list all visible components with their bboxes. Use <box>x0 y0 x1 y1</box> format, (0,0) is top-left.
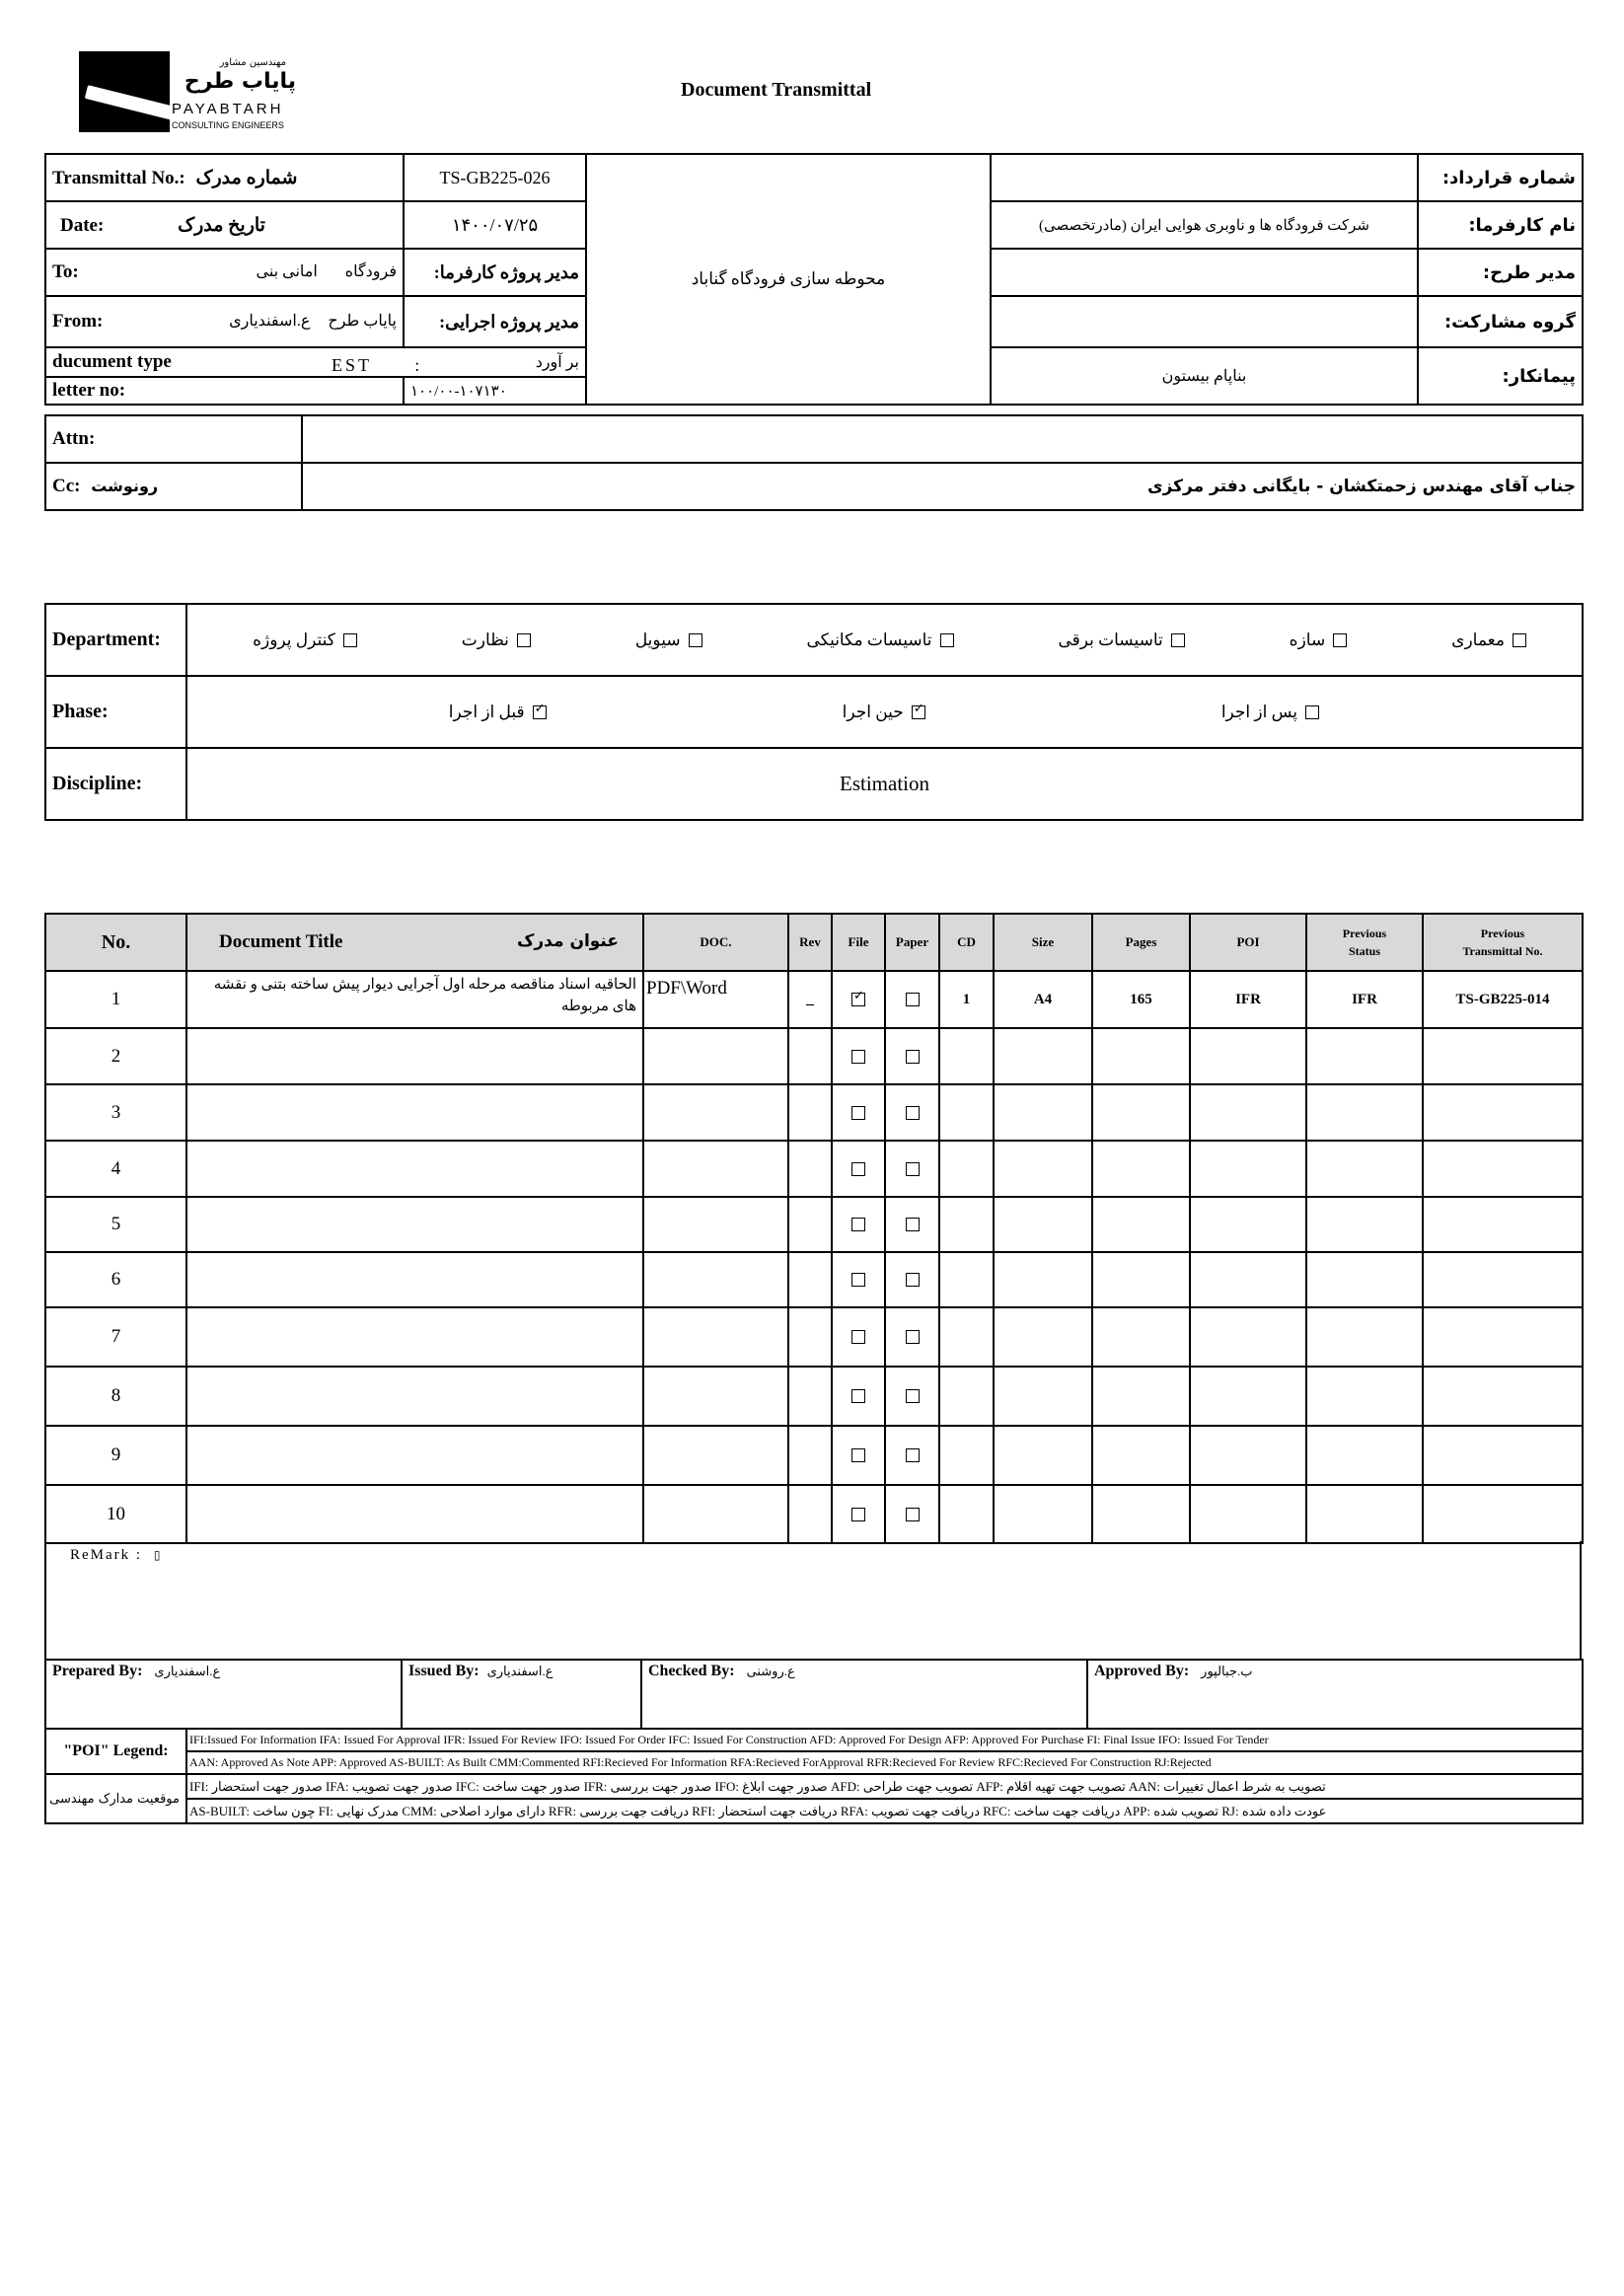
row-poi <box>1190 1307 1306 1367</box>
row-cd <box>939 1197 994 1252</box>
col-no: No. <box>45 914 186 971</box>
paper-checkbox[interactable] <box>906 1389 920 1403</box>
row-title <box>186 1141 643 1197</box>
row-prev-status <box>1306 1426 1423 1485</box>
row-doc <box>643 1485 788 1543</box>
checked-by: Checked By: ع.روشنی <box>641 1660 1087 1729</box>
department-checkbox[interactable] <box>343 633 357 647</box>
row-prev-transmittal <box>1423 1197 1583 1252</box>
attn-value <box>302 415 1583 463</box>
file-checkbox[interactable] <box>851 1448 865 1462</box>
file-checkbox[interactable] <box>851 1162 865 1176</box>
issued-by: Issued By: ع.اسفندیاری <box>402 1660 641 1729</box>
row-size <box>994 1028 1092 1084</box>
row-pages <box>1092 1307 1190 1367</box>
row-no: 1 <box>45 971 186 1028</box>
row-file <box>832 1367 885 1426</box>
row-pages <box>1092 1028 1190 1084</box>
table-row <box>45 1426 1583 1485</box>
row-pages <box>1092 1252 1190 1307</box>
exec-pm-label: مدیر پروژه اجرایی: <box>404 296 586 347</box>
paper-checkbox[interactable] <box>906 1330 920 1344</box>
department-option-label: سیویل <box>634 630 681 649</box>
row-doc <box>643 1252 788 1307</box>
discipline-label: Discipline: <box>45 748 186 820</box>
paper-checkbox[interactable] <box>906 1218 920 1231</box>
row-cd <box>939 1028 994 1084</box>
department-option-label: معماری <box>1451 630 1505 649</box>
contractor-value: بناپام بیستون <box>991 347 1418 405</box>
row-prev-status: IFR <box>1306 971 1423 1028</box>
row-size <box>994 1197 1092 1252</box>
approved-by: Approved By: ب.جبالپور <box>1087 1660 1583 1729</box>
row-prev-transmittal <box>1423 1367 1583 1426</box>
row-size <box>994 1084 1092 1141</box>
row-cd: 1 <box>939 971 994 1028</box>
row-file <box>832 1197 885 1252</box>
department-option <box>462 630 531 650</box>
row-file <box>832 1084 885 1141</box>
row-poi <box>1190 1141 1306 1197</box>
row-prev-status <box>1306 1028 1423 1084</box>
row-prev-status <box>1306 1307 1423 1367</box>
table-row <box>45 1197 1583 1252</box>
row-title <box>186 1307 643 1367</box>
phase-checkbox[interactable] <box>1305 705 1319 719</box>
table-row <box>45 1367 1583 1426</box>
department-option-label: تاسیسات برقی <box>1058 630 1163 649</box>
row-file <box>832 971 885 1028</box>
paper-checkbox[interactable] <box>906 1050 920 1064</box>
col-paper: Paper <box>885 914 939 971</box>
col-file: File <box>832 914 885 971</box>
row-file <box>832 1307 885 1367</box>
department-checkbox[interactable] <box>1333 633 1347 647</box>
paper-checkbox[interactable] <box>906 1162 920 1176</box>
department-option <box>635 630 702 650</box>
row-poi <box>1190 1084 1306 1141</box>
row-rev <box>788 1252 832 1307</box>
partner-label: گروه مشارکت: <box>1418 296 1583 347</box>
row-title <box>186 1426 643 1485</box>
row-no: 2 <box>45 1028 186 1084</box>
department-option <box>1058 630 1184 650</box>
file-checkbox[interactable] <box>851 1330 865 1344</box>
paper-checkbox[interactable] <box>906 1448 920 1462</box>
paper-checkbox[interactable] <box>906 1273 920 1287</box>
file-checkbox[interactable] <box>851 1218 865 1231</box>
row-prev-transmittal <box>1423 1485 1583 1543</box>
poi-legend-label: "POI" Legend: <box>45 1729 186 1774</box>
table-row <box>45 1252 1583 1307</box>
row-prev-status <box>1306 1197 1423 1252</box>
row-doc <box>643 1307 788 1367</box>
logo-en-big: PAYABTARH <box>172 101 284 117</box>
remark-label: ReMark : ▯ <box>70 1547 163 1563</box>
row-no: 8 <box>45 1367 186 1426</box>
from-row: From: پایاب طرح ع.اسفندیاری <box>45 296 404 347</box>
row-title <box>186 1197 643 1252</box>
col-title: Document Title عنوان مدرک <box>186 914 643 971</box>
row-no: 7 <box>45 1307 186 1367</box>
department-option <box>807 630 954 650</box>
phase-options <box>186 676 1583 748</box>
row-paper <box>885 1252 939 1307</box>
project-name: محوطه سازی فرودگاه گناباد <box>586 154 991 405</box>
letter-no-value: ۱۰۰/۰۰-۱۰۷۱۳۰ <box>404 377 586 405</box>
row-prev-status <box>1306 1252 1423 1307</box>
table-row <box>45 1028 1583 1084</box>
row-prev-transmittal <box>1423 1084 1583 1141</box>
fa-legend-label: موقعیت مدارک مهندسی <box>45 1774 186 1823</box>
row-prev-status <box>1306 1141 1423 1197</box>
date-value: ۱۴۰۰/۰۷/۲۵ <box>404 201 586 249</box>
col-prev-status: Previous Status <box>1306 914 1423 971</box>
department-option <box>1451 630 1526 650</box>
client-pm-label: مدیر پروژه کارفرما: <box>404 249 586 296</box>
logo-en-small: CONSULTING ENGINEERS <box>172 120 284 130</box>
department-option-label: سازه <box>1289 630 1326 649</box>
cc-label: Cc: رونوشت <box>45 463 302 510</box>
row-file <box>832 1252 885 1307</box>
file-checkbox[interactable] <box>851 993 865 1006</box>
row-poi <box>1190 1028 1306 1084</box>
row-file <box>832 1426 885 1485</box>
row-no: 5 <box>45 1197 186 1252</box>
logo-fa-small: مهندسین مشاور <box>219 57 286 68</box>
row-prev-transmittal <box>1423 1252 1583 1307</box>
col-doc: DOC. <box>643 914 788 971</box>
doc-type-value: بر آورد <box>404 347 586 377</box>
transmittal-no-label: Transmittal No.: شماره مدرک <box>45 154 404 201</box>
row-poi <box>1190 1426 1306 1485</box>
department-label: Department: <box>45 604 186 676</box>
department-options <box>186 604 1583 676</box>
file-checkbox[interactable] <box>851 1273 865 1287</box>
row-title: الحاقیه اسناد مناقصه مرحله اول آجرایی دیوار پیش ساخته بتنی و نقشه های مربوطه <box>186 971 643 1028</box>
table-row <box>45 1485 1583 1543</box>
attn-cc-table <box>44 414 1584 511</box>
row-doc <box>643 1367 788 1426</box>
phase-option <box>449 703 547 722</box>
row-prev-transmittal: TS-GB225-014 <box>1423 971 1583 1028</box>
row-doc: PDF\Word <box>643 971 788 1028</box>
row-poi <box>1190 1197 1306 1252</box>
row-size <box>994 1307 1092 1367</box>
logo-mark <box>79 51 170 132</box>
row-pages <box>1092 1141 1190 1197</box>
row-doc <box>643 1141 788 1197</box>
row-cd <box>939 1084 994 1141</box>
row-file <box>832 1485 885 1543</box>
row-pages <box>1092 1426 1190 1485</box>
row-cd <box>939 1252 994 1307</box>
row-no: 10 <box>45 1485 186 1543</box>
row-paper <box>885 1141 939 1197</box>
table-row <box>45 971 1583 1028</box>
table-row <box>45 1084 1583 1141</box>
row-prev-transmittal <box>1423 1141 1583 1197</box>
row-paper <box>885 971 939 1028</box>
row-prev-status <box>1306 1485 1423 1543</box>
phase-checkbox[interactable] <box>533 705 547 719</box>
row-file <box>832 1028 885 1084</box>
row-paper <box>885 1426 939 1485</box>
row-size <box>994 1426 1092 1485</box>
fa-legend-line-1: IFI: صدور جهت استحضار IFA: صدور جهت تصویب IFC: صدور جهت ساخت IFR: صدور جهت بررسی IFO: صدور جهت ابلاغ AFD: تصویب جهت طراحی AFP: تصویب جهت تهیه اقلام AAN: تصویب به شرط اعمال تغییرات <box>186 1774 1583 1799</box>
row-prev-transmittal <box>1423 1307 1583 1367</box>
department-option-label: تاسیسات مکانیکی <box>806 630 932 649</box>
department-option <box>253 630 357 650</box>
documents-header-row <box>45 914 1583 971</box>
phase-option-label: قبل از اجرا <box>448 702 525 721</box>
row-cd <box>939 1485 994 1543</box>
row-title <box>186 1485 643 1543</box>
row-doc <box>643 1028 788 1084</box>
department-checkbox[interactable] <box>1513 633 1526 647</box>
row-paper <box>885 1367 939 1426</box>
logo-fa-big: پایاب طرح <box>184 69 296 94</box>
row-no: 9 <box>45 1426 186 1485</box>
department-option-label: نظارت <box>461 630 509 649</box>
col-pages: Pages <box>1092 914 1190 971</box>
row-paper <box>885 1307 939 1367</box>
classification-table <box>44 603 1584 821</box>
row-no: 6 <box>45 1252 186 1307</box>
col-rev: Rev <box>788 914 832 971</box>
row-no: 4 <box>45 1141 186 1197</box>
file-checkbox[interactable] <box>851 1389 865 1403</box>
remark-box <box>44 1541 1582 1661</box>
row-prev-status <box>1306 1367 1423 1426</box>
file-checkbox[interactable] <box>851 1106 865 1120</box>
row-poi: IFR <box>1190 971 1306 1028</box>
poi-legend-line-1: IFI:Issued For Information IFA: Issued For Approval IFR: Issued For Review IFO: Issued For Order IFC: Issued For Construction AFD: Approved For Design AFP: Approved For Purchase FI: Final Issue IFO: Issued For Tender <box>186 1729 1583 1751</box>
row-rev <box>788 1367 832 1426</box>
poi-legend-line-2: AAN: Approved As Note APP: Approved AS-BUILT: As Built CMM:Commented RFI:Recieved For Information RFA:Recieved ForApproval RFR:Recieved For Review RFC:Recieved For Construction RJ:Rejected <box>186 1751 1583 1774</box>
col-prev-transmittal: Previous Transmittal No. <box>1423 914 1583 971</box>
contract-no-label: شماره قرارداد: <box>1418 154 1583 201</box>
row-cd <box>939 1307 994 1367</box>
row-doc <box>643 1426 788 1485</box>
department-checkbox[interactable] <box>689 633 702 647</box>
fa-legend-line-2: AS-BUILT: چون ساخت FI: مدرک نهایی CMM: دارای موارد اصلاحی RFR: دریافت جهت بررسی RFI: دریافت جهت استحضار RFA: دریافت جهت تصویب RFC: دریافت جهت ساخت APP: تصویب شده RJ: عودت داده شده <box>186 1799 1583 1823</box>
col-poi: POI <box>1190 914 1306 971</box>
col-cd: CD <box>939 914 994 971</box>
row-rev: _ <box>788 971 832 1028</box>
row-prev-status <box>1306 1084 1423 1141</box>
row-poi <box>1190 1252 1306 1307</box>
file-checkbox[interactable] <box>851 1050 865 1064</box>
row-rev <box>788 1141 832 1197</box>
row-rev <box>788 1084 832 1141</box>
doc-type-label: ducument type <box>45 347 404 377</box>
department-option-label: کنترل پروژه <box>253 630 335 649</box>
paper-checkbox[interactable] <box>906 1106 920 1120</box>
partner-value <box>991 296 1418 347</box>
row-paper <box>885 1197 939 1252</box>
row-doc <box>643 1197 788 1252</box>
phase-label: Phase: <box>45 676 186 748</box>
row-file <box>832 1141 885 1197</box>
row-size <box>994 1252 1092 1307</box>
row-prev-transmittal <box>1423 1028 1583 1084</box>
row-paper <box>885 1084 939 1141</box>
row-rev <box>788 1426 832 1485</box>
design-manager-label: مدیر طرح: <box>1418 249 1583 296</box>
legend-table <box>44 1728 1584 1824</box>
row-rev <box>788 1485 832 1543</box>
row-pages <box>1092 1084 1190 1141</box>
row-pages <box>1092 1197 1190 1252</box>
discipline-value: Estimation <box>186 748 1583 820</box>
row-rev <box>788 1197 832 1252</box>
row-poi <box>1190 1367 1306 1426</box>
doc-type-code: EST : <box>332 355 423 375</box>
phase-option <box>1221 703 1319 722</box>
row-cd <box>939 1367 994 1426</box>
row-rev <box>788 1028 832 1084</box>
row-paper <box>885 1485 939 1543</box>
row-title <box>186 1252 643 1307</box>
department-checkbox[interactable] <box>517 633 531 647</box>
phase-option-label: حین اجرا <box>842 702 904 721</box>
row-size <box>994 1367 1092 1426</box>
row-doc <box>643 1084 788 1141</box>
phase-checkbox[interactable] <box>912 705 925 719</box>
date-label: Date: تاریخ مدرک <box>45 201 404 249</box>
prepared-by: Prepared By: ع.اسفندیاری <box>45 1660 402 1729</box>
department-option <box>1290 630 1348 650</box>
cc-value: جناب آقای مهندس زحمتکشان - بایگانی دفتر مرکزی <box>302 463 1583 510</box>
phase-option-label: پس از اجرا <box>1220 702 1297 721</box>
to-row: To: فرودگاه امانی بنی <box>45 249 404 296</box>
row-size: A4 <box>994 971 1092 1028</box>
row-no: 3 <box>45 1084 186 1141</box>
contract-no-value <box>991 154 1418 201</box>
row-rev <box>788 1307 832 1367</box>
col-size: Size <box>994 914 1092 971</box>
logo <box>79 51 306 136</box>
contractor-label: پیمانکار: <box>1418 347 1583 405</box>
info-table <box>44 153 1584 406</box>
file-checkbox[interactable] <box>851 1508 865 1521</box>
row-title <box>186 1367 643 1426</box>
employer-value: شرکت فرودگاه ها و ناوبری هوایی ایران (مادرتخصصی) <box>991 201 1418 249</box>
paper-checkbox[interactable] <box>906 993 920 1006</box>
row-size <box>994 1141 1092 1197</box>
design-manager-value <box>991 249 1418 296</box>
row-cd <box>939 1141 994 1197</box>
attn-label: Attn: <box>45 415 302 463</box>
table-row <box>45 1141 1583 1197</box>
documents-table <box>44 913 1584 1544</box>
row-pages <box>1092 1485 1190 1543</box>
letter-no-label: letter no: <box>45 377 404 405</box>
row-pages: 165 <box>1092 971 1190 1028</box>
row-paper <box>885 1028 939 1084</box>
row-poi <box>1190 1485 1306 1543</box>
department-checkbox[interactable] <box>1171 633 1185 647</box>
transmittal-no-value: TS-GB225-026 <box>404 154 586 201</box>
row-size <box>994 1485 1092 1543</box>
paper-checkbox[interactable] <box>906 1508 920 1521</box>
row-pages <box>1092 1367 1190 1426</box>
row-cd <box>939 1426 994 1485</box>
row-title <box>186 1028 643 1084</box>
row-title <box>186 1084 643 1141</box>
employer-label: نام کارفرما: <box>1418 201 1583 249</box>
table-row <box>45 1307 1583 1367</box>
department-checkbox[interactable] <box>940 633 954 647</box>
signatures-table <box>44 1659 1584 1730</box>
page-title: Document Transmittal <box>681 79 872 101</box>
phase-option <box>843 703 925 722</box>
row-prev-transmittal <box>1423 1426 1583 1485</box>
